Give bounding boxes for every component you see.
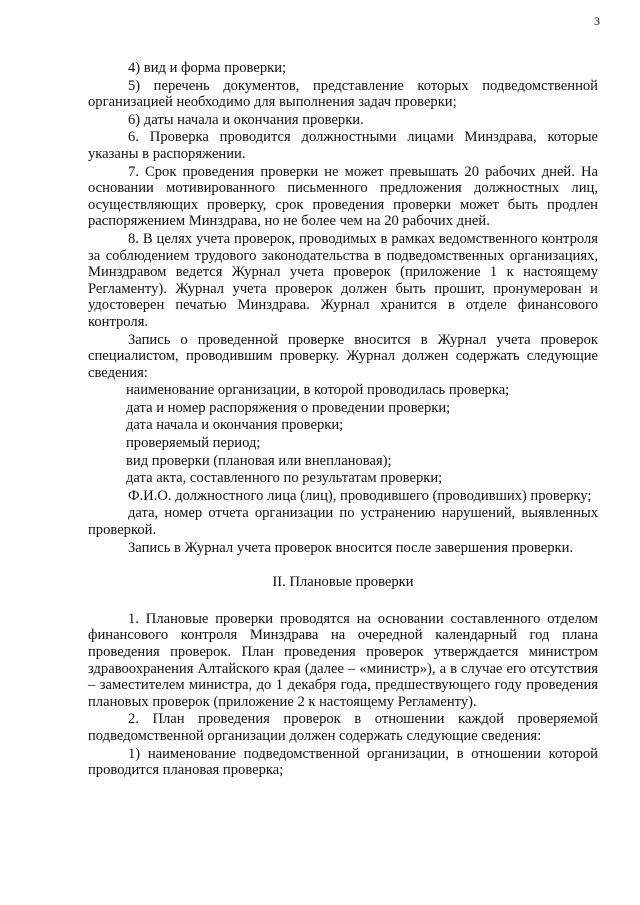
section-heading: II. Плановые проверки bbox=[272, 574, 414, 591]
journal-item: дата начала и окончания проверки; bbox=[126, 417, 344, 434]
journal-item: дата акта, составленного по результатам проверки; bbox=[126, 470, 443, 487]
journal-item: наименование организации, в которой проводилась проверка; bbox=[126, 382, 510, 399]
paragraph: 1. Плановые проверки проводятся на основании составленного отделом финансового контроля Минздрава на очередной календарный год плана проведения проверок. План проведения проверок утверждается министром здравоохранения Алтайского края (далее – «министр»), а в случае его отсутствия – заместителем министра, до 1 декабря года, предшествующего году проведения плановых проверок (приложение 2 к настоящему Регламенту). bbox=[88, 610, 598, 710]
journal-item: Ф.И.О. должностного лица (лиц), проводившего (проводивших) проверку; bbox=[128, 487, 592, 504]
paragraph: 8. В целях учета проверок, проводимых в рамках ведомственного контроля за соблюдением трудового законодательства в подведомственных организациях, Минздравом ведется Журнал учета проверок (приложение 1 к настоящему Регламенту). Журнал учета проверок должен быть прошит, пронумерован и удостоверен печатью Минздрава. Журнал хранится в отделе финансового контроля. bbox=[88, 230, 598, 330]
document-body bbox=[88, 60, 598, 780]
journal-item: проверяемый период; bbox=[126, 435, 261, 452]
journal-item: дата, номер отчета организации по устранению нарушений, выявленных проверкой. bbox=[88, 505, 598, 539]
journal-item: вид проверки (плановая или внеплановая); bbox=[126, 452, 392, 469]
paragraph: Запись о проведенной проверке вносится в Журнал учета проверок специалистом, проводившим проверку. Журнал должен содержать следующие сведения: bbox=[88, 331, 598, 381]
paragraph: 2. План проведения проверок в отношении каждой проверяемой подведомственной организации должен содержать следующие сведения: bbox=[88, 711, 598, 744]
paragraph: 7. Срок проведения проверки не может превышать 20 рабочих дней. На основании мотивированного письменного предложения должностных лиц, осуществляющих проверку, срок проведения проверки может быть продлен распоряжением Минздрава, но не более чем на 20 рабочих дней. bbox=[88, 163, 598, 230]
paragraph: 5) перечень документов, представление которых подведомственной организацией необходимо для выполнения задач проверки; bbox=[88, 77, 598, 111]
paragraph: 6) даты начала и окончания проверки. bbox=[128, 111, 364, 128]
paragraph: 6. Проверка проводится должностными лицами Минздрава, которые указаны в распоряжении. bbox=[88, 129, 598, 162]
paragraph: 1) наименование подведомственной организации, в отношении которой проводится плановая проверка; bbox=[88, 745, 598, 779]
paragraph: 4) вид и форма проверки; bbox=[128, 60, 287, 76]
closing-paragraph: Запись в Журнал учета проверок вносится после завершения проверки. bbox=[128, 539, 574, 556]
journal-item: дата и номер распоряжения о проведении проверки; bbox=[126, 399, 451, 416]
page-number: 3 bbox=[594, 14, 600, 28]
